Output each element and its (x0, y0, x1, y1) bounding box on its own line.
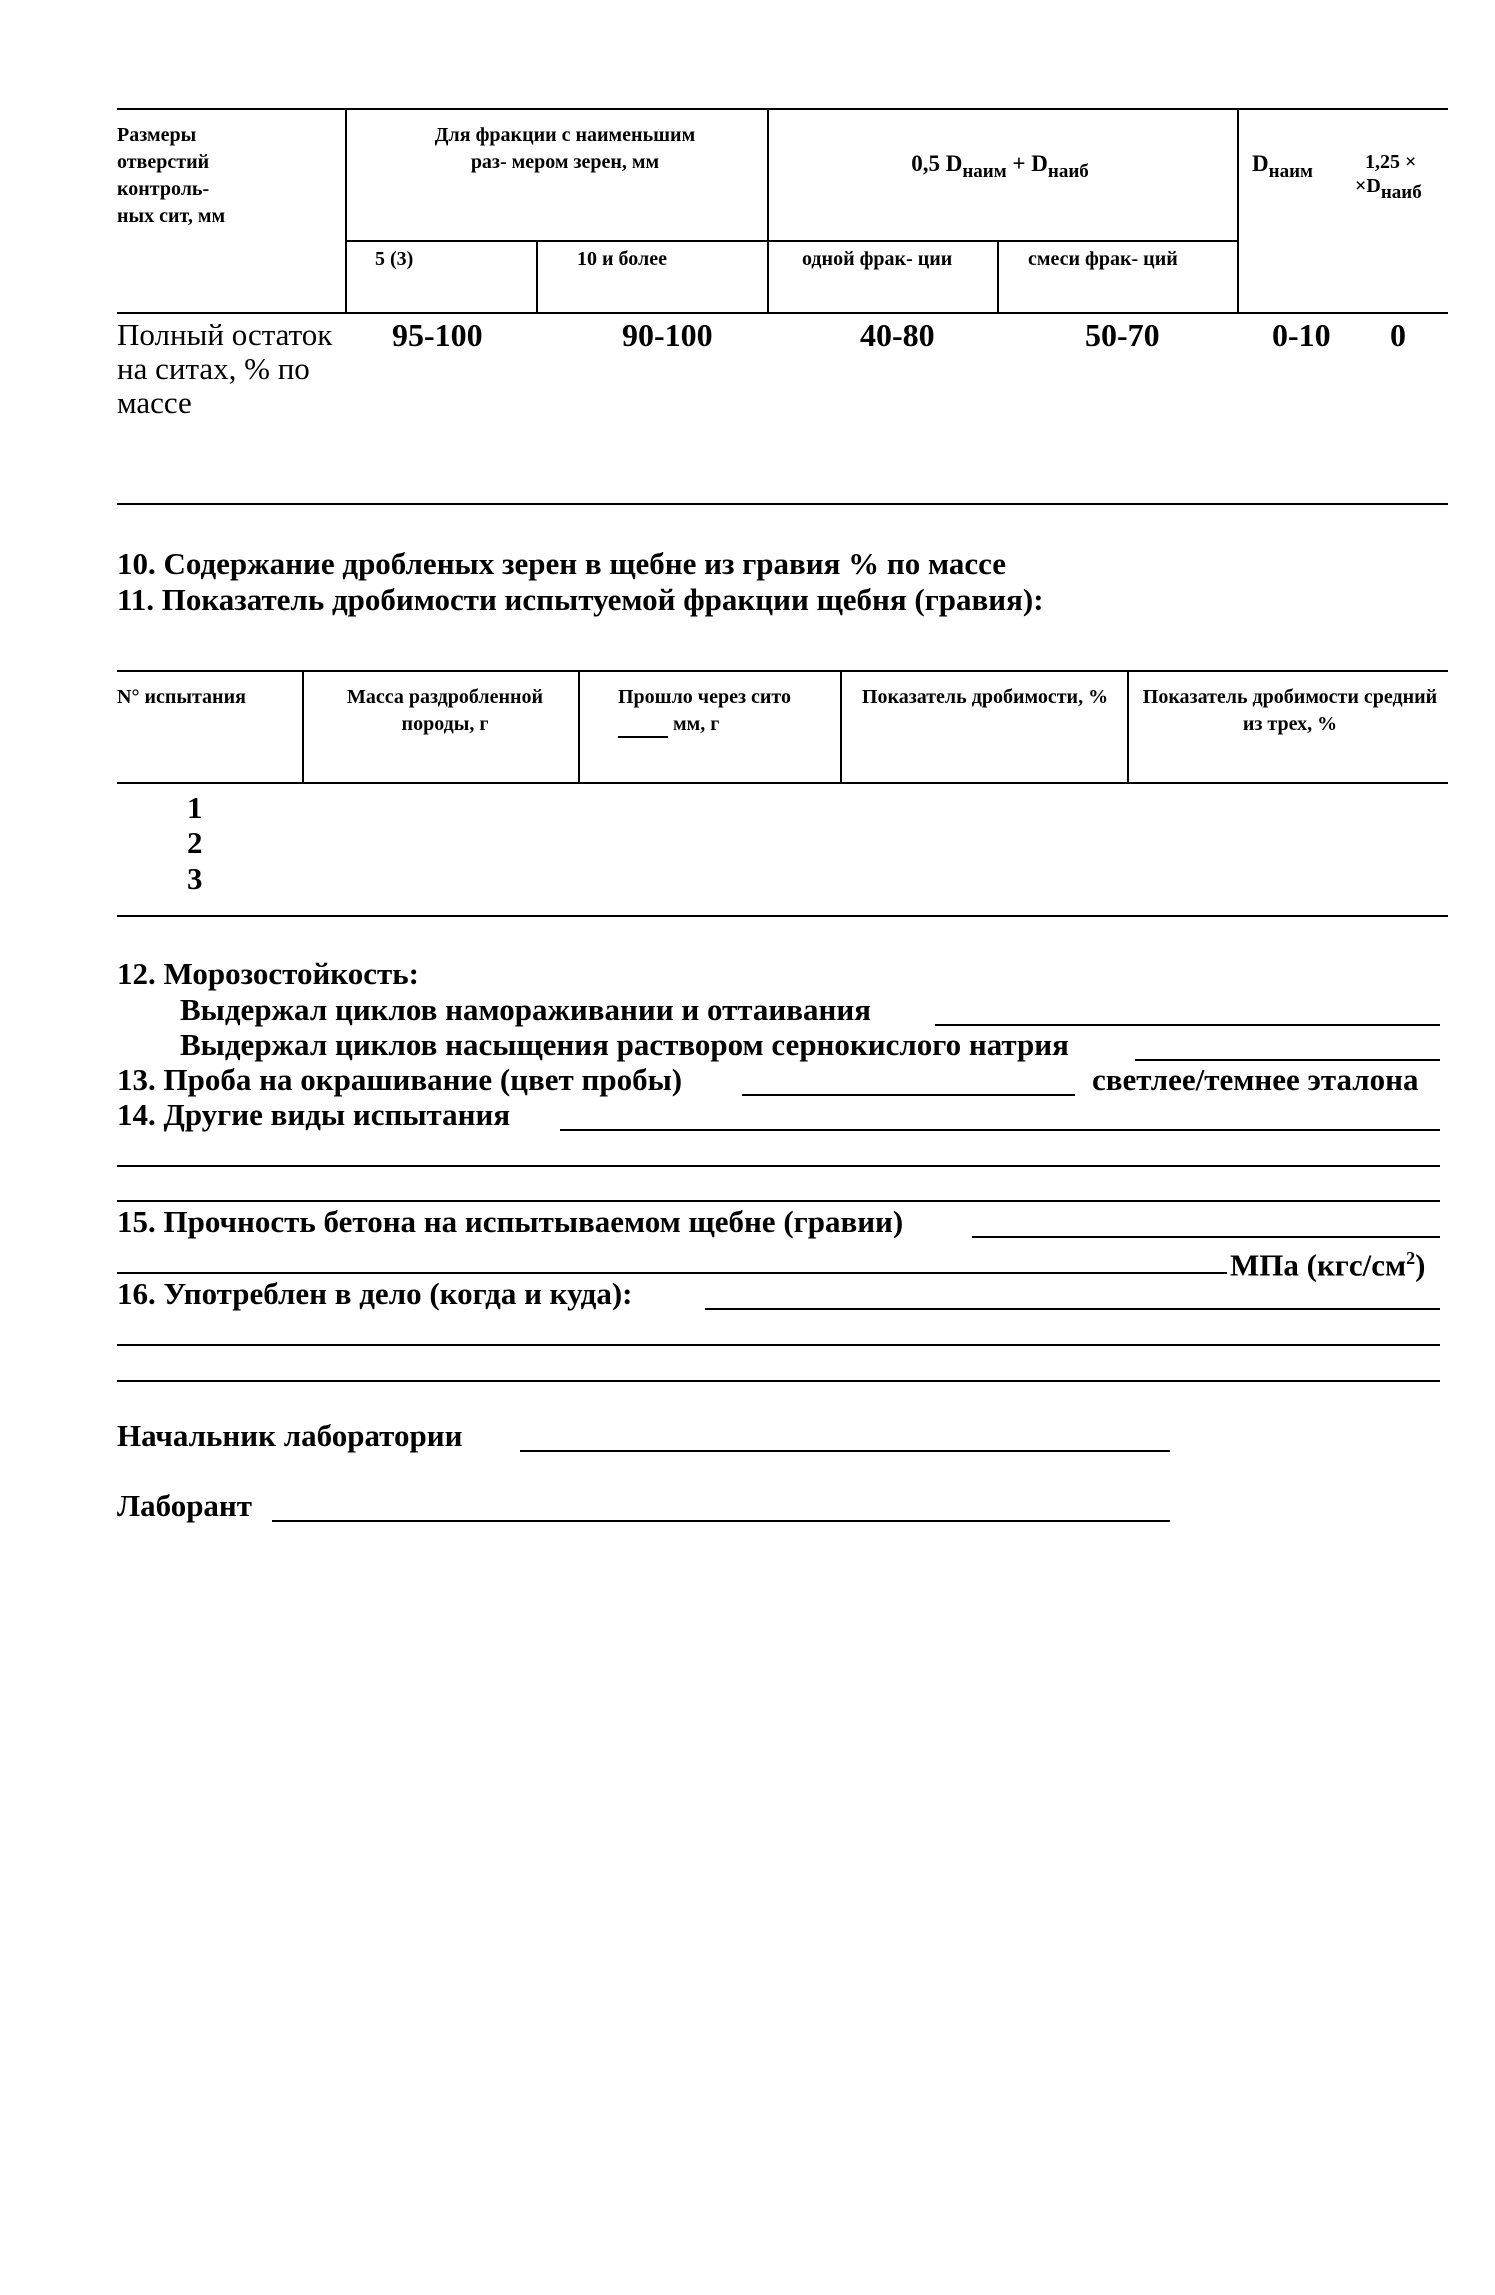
used-field[interactable] (705, 1308, 1440, 1310)
other-tests-field-3[interactable] (117, 1200, 1440, 1202)
signature-head-label: Начальник лаборатории (117, 1418, 463, 1453)
row-label-full-residue: Полный остаток на ситах, % по массе (117, 317, 333, 420)
item-16-used: 16. Употреблен в дело (когда и куда): (117, 1276, 633, 1311)
header-dmin: $D_{наим}$ (1252, 151, 1313, 182)
item-13-suffix: светлее/темнее эталона (1092, 1062, 1419, 1097)
header-crushability-index: Показатель дробимости, % (861, 686, 1109, 708)
value-125-dmax: 0 (1390, 317, 1406, 353)
used-field-2[interactable] (117, 1344, 1440, 1346)
item-11-crushability: 11. Показатель дробимости испытуемой фракции щебня (гравия): (117, 582, 1044, 617)
other-tests-field[interactable] (560, 1129, 1440, 1131)
item-14-other-tests: 14. Другие виды испытания (117, 1097, 511, 1132)
test-row-1: 1 (187, 790, 203, 825)
header-crushed-mass: Масса раздробленной породы, г (346, 686, 544, 735)
header-half-dmin-dmax: 0,5 $D_{наим} + D_{наиб}$ (911, 151, 1089, 182)
item-12a-freeze-thaw: Выдержал циклов наморaживании и оттаивания (180, 992, 872, 1027)
header-fraction-smallest: Для фракции с наименьшим раз- мером зерен, мм (434, 124, 696, 173)
concrete-strength-field-2[interactable] (117, 1272, 1227, 1274)
header-single-fraction: одной фрак- ции (802, 248, 953, 270)
signature-lab-label: Лаборант (117, 1488, 253, 1523)
coloring-field[interactable] (742, 1094, 1075, 1096)
item-15-unit: МПа $(кгс/см^2)$ (1230, 1247, 1426, 1283)
signature-head-field[interactable] (520, 1450, 1170, 1452)
value-5-3: 95-100 (392, 317, 483, 353)
header-mixed-fractions: смеси фрак- ций (1028, 248, 1178, 270)
item-13-coloring: 13. Проба на окрашивание (цвет пробы) (117, 1062, 683, 1097)
concrete-strength-field[interactable] (972, 1236, 1440, 1238)
value-single-fraction: 40-80 (860, 317, 935, 353)
other-tests-field-2[interactable] (117, 1165, 1440, 1167)
sulfate-cycles-field[interactable] (1135, 1059, 1440, 1061)
header-passed-sieve: Прошло через сито мм, г (618, 684, 818, 738)
header-test-number: N° испытания (117, 686, 246, 708)
item-15-concrete-strength: 15. Прочность бетона на испытываемом щебне (гравии) (117, 1204, 904, 1239)
value-mixed-fractions: 50-70 (1085, 317, 1160, 353)
header-sieve-sizes: Размеры отверстий контроль- ных сит, мм (117, 124, 226, 227)
header-5-3: 5 (3) (375, 248, 414, 270)
value-10-more: 90-100 (622, 317, 713, 353)
test-row-3: 3 (187, 861, 203, 896)
item-12-frost-resistance: 12. Морозостойкость: (117, 956, 419, 991)
header-10-more: 10 и более (577, 248, 667, 270)
item-10-crushed-grains: 10. Содержание дробленых зерен в щебне из гравия % по массе (117, 546, 1007, 581)
header-crushability-average: Показатель дробимости средний из трех, % (1142, 686, 1438, 735)
header-125-dmax: 1,25 × ×Dнаиб (1355, 151, 1422, 203)
freeze-thaw-field[interactable] (935, 1024, 1440, 1026)
used-field-3[interactable] (117, 1380, 1440, 1382)
value-dmin: 0-10 (1272, 317, 1331, 353)
test-row-2: 2 (187, 825, 203, 860)
item-12b-sulfate: Выдержал циклов насыщения раствором сернокислого натрия (180, 1027, 1069, 1062)
signature-lab-field[interactable] (272, 1520, 1170, 1522)
